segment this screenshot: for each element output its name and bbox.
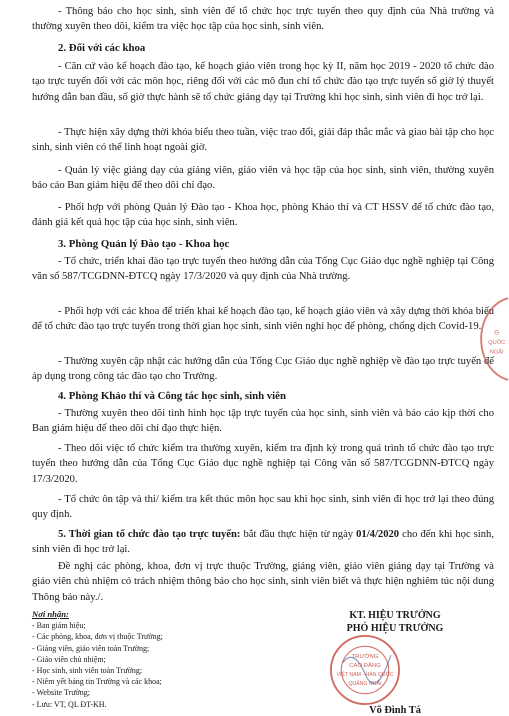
text-span: bắt đầu thực hiện từ ngày (240, 529, 354, 540)
svg-text:CAO ĐẲNG: CAO ĐẲNG (349, 663, 381, 670)
paragraph: - Tổ chức ôn tập và thi/ kiểm tra kết thúc môn học sau khi học sinh, sinh viên đi học trở lại theo đúng quy định. (32, 494, 494, 521)
paragraph: - Thông báo cho học sinh, sinh viên để tổ chức học trực tuyến theo quy định của Nhà trường và thường xuyên theo dõi, kiểm tra việc học tập của học sinh, sinh viên. (32, 6, 494, 33)
svg-text:QUẢNG NGÃI: QUẢNG NGÃI (348, 680, 382, 687)
paragraph: - Phối hợp với phòng Quản lý Đào tạo - Khoa học, phòng Khảo thí và CT HSSV để tổ chức đào tạo, đánh giá kết quả học tập của học sinh, sinh viên. (32, 202, 494, 229)
section-heading: 3. Phòng Quản lý Đào tạo - Khoa học (58, 238, 230, 250)
paragraph: - Thực hiện xây dựng thời khóa biểu theo tuần, việc trao đổi, giải đáp thắc mắc và giao bài tập cho học sinh, sinh viên có thể linh hoạt ngoài giờ. (32, 127, 494, 154)
recipient-item: - Lưu: VT, QL ĐT-KH. (32, 699, 107, 709)
recipient-item: - Ban giám hiệu; (32, 621, 86, 631)
paragraph: - Quản lý việc giảng dạy của giảng viên, giáo viên và học tập của học sinh, sinh viên, thường xuyên báo cáo Ban giám hiệu để theo dõi chỉ đạo. (32, 165, 494, 192)
signature-block (300, 609, 490, 716)
svg-text:NGÃI: NGÃI (489, 349, 504, 356)
page-seal-icon (472, 296, 509, 382)
recipient-item: - Giáo viên chủ nhiệm; (32, 654, 106, 664)
paragraph: - Theo dõi việc tổ chức kiểm tra thường xuyên, kiểm tra định kỳ trong quá trình tổ chức đào tạo trực tuyến theo hướng dẫn của Tổng Cục Giáo dục nghề nghiệp tại Công văn số 587/TCGDNN-ĐTCQ ngày 17/3/2020. (32, 443, 494, 485)
start-date: 01/4/2020 (356, 529, 400, 540)
recipients-title: Nơi nhận: (32, 609, 69, 619)
recipient-item: - Giảng viên, giáo viên toàn Trường; (32, 643, 150, 653)
recipient-item: - Website Trường; (32, 688, 91, 698)
signer-name: Võ Đình Tá (369, 705, 421, 716)
text-span: cho đến khi học sinh, sinh viên đi học trở lại. (32, 529, 494, 556)
svg-text:G: G (494, 329, 500, 337)
section-heading: 5. Thời gian tổ chức đào tạo trực tuyến: (58, 529, 241, 540)
paragraph-timeframe (32, 527, 494, 558)
recipient-item: - Các phòng, khoa, đơn vị thuộc Trường; (32, 632, 163, 642)
paragraph: - Thường xuyên cập nhật các hướng dẫn của Tổng Cục Giáo dục nghề nghiệp về đào tạo trực tuyến để áp dụng trong công tác đào tạo cho Trường. (32, 356, 494, 383)
paragraph: - Tổ chức, triển khai đào tạo trực tuyến theo hướng dẫn của Tổng Cục Giáo dục nghề nghiệp tại Công văn số 587/TCGDNN-ĐTCQ ngày 17/3/2020 và quy định của Nhà trường. (32, 256, 494, 283)
svg-text:QUỐC: QUỐC (488, 339, 506, 346)
recipients-block (32, 609, 262, 710)
paragraph: - Thường xuyên theo dõi tình hình học tập trực tuyến của học sinh, sinh viên và báo cáo kịp thời cho Ban giám hiệu để theo dõi chỉ đạo thực hiện. (32, 408, 494, 435)
signature-title: KT. HIỆU TRƯỞNG (349, 610, 441, 621)
svg-text:VIỆT NAM - HÀN QUỐC: VIỆT NAM - HÀN QUỐC (336, 671, 394, 678)
paragraph: - Phối hợp với các khoa để triển khai kế hoạch đào tạo, kế hoạch giáo viên và xây dựng thời khóa biểu để tổ chức đào tạo trực tuyến trong thời gian học sinh, sinh viên nghỉ học để phòng, chống dịch Covid-19. (32, 306, 494, 333)
recipient-item: - Học sinh, sinh viên toàn Trường; (32, 666, 143, 676)
paragraph: - Căn cứ vào kế hoạch đào tạo, kế hoạch giáo viên trong học kỳ II, năm học 2019 - 2020 tổ chức đào tạo trực tuyến đối với các môn học, riêng đối với các mô đun chỉ tổ chức đào tạo trực tuyến số giờ lý thuyết hướng dẫn ban đầu, số giờ thực hành sẽ tổ chức giảng dạy tại Trường khi học sinh, sinh viên đi học trở lại. (32, 61, 494, 103)
official-seal-icon (328, 633, 402, 707)
signature-subtitle: PHÓ HIỆU TRƯỞNG (346, 623, 444, 634)
closing-paragraph: Đề nghị các phòng, khoa, đơn vị trực thuộc Trường, giảng viên, giáo viên giảng dạy tại Trường và giáo viên chủ nhiệm có trách nhiệm thông báo cho học sinh, sinh viên biết và thực hiện nghiêm túc nội dung Thông báo này./. (32, 561, 494, 603)
section-heading: 4. Phòng Khảo thí và Công tác học sinh, sinh viên (58, 390, 286, 402)
svg-text:TRƯỜNG: TRƯỜNG (351, 654, 379, 661)
recipient-item: - Niêm yết bảng tin Trường và các khoa; (32, 677, 162, 687)
section-heading: 2. Đối với các khoa (58, 42, 146, 54)
